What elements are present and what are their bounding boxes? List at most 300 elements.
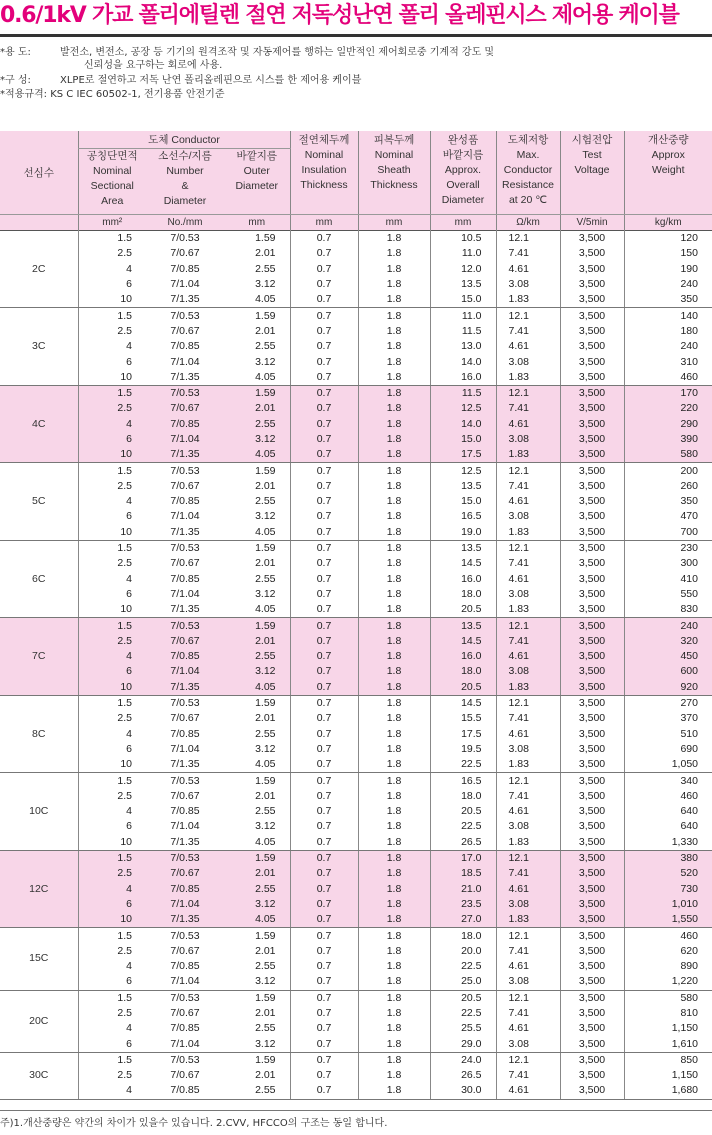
- table-cell: 23.5: [430, 897, 496, 912]
- table-cell: 0.7: [290, 881, 358, 896]
- table-cell: 14.5: [430, 556, 496, 571]
- table-row: [0, 540, 712, 556]
- table-cell: 3,500: [560, 881, 624, 896]
- table-cell: 1,680: [624, 1083, 712, 1099]
- table-cell: 7/1.35: [146, 525, 224, 541]
- table-cell: 7.41: [496, 1006, 560, 1021]
- info-construction: [0, 74, 361, 87]
- table-cell: 7/0.85: [170, 805, 200, 818]
- core-count: 6C: [0, 540, 78, 617]
- table-cell: 3,500: [560, 556, 624, 571]
- table-cell: 12.5: [430, 463, 496, 479]
- table-cell: 1.8: [358, 479, 430, 494]
- table-cell: 3.08: [496, 1036, 560, 1052]
- table-row: [0, 587, 712, 602]
- table-cell: 2.5: [78, 789, 146, 804]
- table-cell: 0.7: [290, 944, 358, 959]
- table-cell: 7/1.35: [146, 602, 224, 618]
- table-cell: 340: [624, 773, 712, 789]
- core-count: 7C: [0, 618, 78, 695]
- table-cell: 7/0.67: [170, 1069, 200, 1082]
- table-cell: 1.83: [496, 370, 560, 386]
- table-cell: 0.7: [290, 417, 358, 432]
- table-cell: 0.7: [290, 354, 358, 369]
- table-cell: 7.41: [496, 1068, 560, 1083]
- table-cell: 3,500: [560, 1083, 624, 1099]
- table-cell: 1.59: [224, 850, 290, 866]
- table-cell: 4.61: [496, 494, 560, 509]
- table-cell: 2.5: [78, 1068, 146, 1083]
- table-cell: 460: [624, 928, 712, 944]
- table-row: [0, 1083, 712, 1099]
- table-cell: 10: [78, 447, 146, 463]
- table-cell: 2.55: [255, 340, 276, 353]
- table-cell: 7/0.53: [170, 991, 200, 1004]
- table-cell: 3,500: [560, 602, 624, 618]
- table-cell: 6: [78, 742, 146, 757]
- table-cell: 7/0.85: [170, 960, 200, 973]
- table-cell: 7/1.35: [146, 835, 224, 851]
- table-cell: 1.8: [358, 928, 430, 944]
- table-cell: 14.5: [430, 695, 496, 711]
- table-cell: 1.8: [358, 401, 430, 416]
- table-cell: 14.0: [430, 417, 496, 432]
- table-cell: 390: [624, 432, 712, 447]
- table-cell: 240: [624, 618, 712, 634]
- table-cell: 0.7: [290, 509, 358, 524]
- table-cell: 7.41: [496, 711, 560, 726]
- table-cell: 640: [624, 819, 712, 834]
- table-cell: 2.55: [255, 805, 276, 818]
- table-cell: 1.8: [358, 727, 430, 742]
- table-cell: 0.7: [290, 1052, 358, 1068]
- table-cell: 3,500: [560, 292, 624, 308]
- table-row: [0, 525, 712, 541]
- table-row: [0, 401, 712, 416]
- table-cell: 580: [624, 990, 712, 1006]
- table-cell: 7.41: [496, 556, 560, 571]
- table-cell: 0.7: [290, 1036, 358, 1052]
- table-row: [0, 912, 712, 928]
- table-cell: 0.7: [290, 1006, 358, 1021]
- table-cell: 1.83: [496, 447, 560, 463]
- table-row: [0, 944, 712, 959]
- table-cell: 2.01: [224, 866, 290, 881]
- table-cell: 16.0: [430, 572, 496, 587]
- table-cell: 4: [78, 417, 146, 432]
- table-cell: 7/1.35: [146, 447, 224, 463]
- table-cell: 7.41: [496, 324, 560, 339]
- table-cell: 1.8: [358, 773, 430, 789]
- table-cell: 1.59: [224, 385, 290, 401]
- table-cell: 1.8: [358, 525, 430, 541]
- table-cell: 12.1: [496, 540, 560, 556]
- table-row: [0, 649, 712, 664]
- table-cell: 7/0.85: [146, 417, 224, 432]
- table-cell: 10.5: [430, 231, 496, 247]
- table-cell: 7/1.04: [170, 587, 200, 600]
- table-cell: 1.59: [255, 774, 276, 787]
- table-cell: 7/0.85: [170, 727, 200, 740]
- table-cell: 2.01: [255, 479, 276, 492]
- table-cell: 3.08: [496, 819, 560, 834]
- table-cell: 2.55: [255, 960, 276, 973]
- table-row: [0, 990, 712, 1006]
- table-cell: 1.59: [255, 309, 276, 322]
- table-cell: 380: [624, 850, 712, 866]
- table-cell: 3,500: [560, 509, 624, 524]
- table-cell: 3,500: [560, 959, 624, 974]
- table-cell: 470: [624, 509, 712, 524]
- unit-cell: [0, 215, 78, 231]
- table-cell: 3,500: [560, 246, 624, 261]
- table-cell: 0.7: [290, 634, 358, 649]
- table-cell: 4.05: [224, 912, 290, 928]
- table-cell: 350: [624, 292, 712, 308]
- table-cell: 1.8: [358, 944, 430, 959]
- table-cell: 7/1.35: [146, 292, 224, 308]
- table-cell: 700: [624, 525, 712, 541]
- table-cell: 0.7: [290, 664, 358, 679]
- table-cell: 1.8: [358, 231, 430, 247]
- table-cell: 0.7: [290, 974, 358, 990]
- table-cell: 6: [78, 354, 146, 369]
- table-cell: 12.1: [496, 463, 560, 479]
- table-cell: 7/1.04: [170, 820, 200, 833]
- table-cell: 1,150: [624, 1021, 712, 1036]
- table-cell: 4.61: [496, 649, 560, 664]
- table-cell: 7/0.67: [146, 866, 224, 881]
- table-cell: 1.8: [358, 680, 430, 696]
- table-cell: 7/0.53: [170, 929, 200, 942]
- table-cell: 18.0: [430, 928, 496, 944]
- table-cell: 12.0: [430, 262, 496, 277]
- table-cell: 3,500: [560, 401, 624, 416]
- table-cell: 0.7: [290, 727, 358, 742]
- header-resistance: 도체저항 Max. Conductor Resistance at 20 ℃: [496, 131, 560, 215]
- table-cell: 2.5: [78, 479, 146, 494]
- table-cell: 3,500: [560, 990, 624, 1006]
- table-cell: 3,500: [560, 587, 624, 602]
- table-cell: 3,500: [560, 572, 624, 587]
- table-row: [0, 664, 712, 679]
- table-cell: 1.5: [78, 463, 146, 479]
- table-cell: 10: [78, 757, 146, 773]
- table-cell: 1.59: [255, 697, 276, 710]
- table-row: [0, 634, 712, 649]
- table-cell: 1.5: [78, 990, 146, 1006]
- table-cell: 1.8: [358, 370, 430, 386]
- table-cell: 1,010: [624, 897, 712, 912]
- table-cell: 1.59: [255, 232, 276, 245]
- table-cell: 1.8: [358, 634, 430, 649]
- table-cell: 24.0: [430, 1052, 496, 1068]
- table-cell: 2.5: [78, 944, 146, 959]
- table-cell: 4: [78, 1021, 146, 1036]
- table-cell: 1.8: [358, 292, 430, 308]
- info-label: *용 도:: [0, 47, 31, 58]
- table-cell: 3,500: [560, 308, 624, 324]
- table-cell: 4.05: [224, 292, 290, 308]
- table-cell: 4: [78, 881, 146, 896]
- table-cell: 0.7: [290, 556, 358, 571]
- table-cell: 11.5: [430, 385, 496, 401]
- table-cell: 10: [78, 912, 146, 928]
- table-row: [0, 881, 712, 896]
- table-cell: 13.5: [430, 618, 496, 634]
- table-cell: 3.08: [496, 587, 560, 602]
- table-cell: 240: [624, 339, 712, 354]
- table-cell: 230: [624, 540, 712, 556]
- table-cell: 1.8: [358, 246, 430, 261]
- table-cell: 2.5: [78, 711, 146, 726]
- table-cell: 2.01: [255, 944, 276, 957]
- table-cell: 1,330: [624, 835, 712, 851]
- table-cell: 12.1: [496, 385, 560, 401]
- table-row: [0, 680, 712, 696]
- table-cell: 1.8: [358, 881, 430, 896]
- table-cell: 7/0.53: [170, 774, 200, 787]
- table-cell: 7.41: [496, 866, 560, 881]
- table-cell: 1.8: [358, 1052, 430, 1068]
- table-cell: 4.05: [224, 680, 290, 696]
- table-cell: 7/0.85: [170, 262, 200, 275]
- table-cell: 2.5: [78, 324, 146, 339]
- table-cell: 11.0: [430, 246, 496, 261]
- table-row: [0, 757, 712, 773]
- table-cell: 14.0: [430, 354, 496, 369]
- table-cell: 18.0: [430, 587, 496, 602]
- table-cell: 1.8: [358, 308, 430, 324]
- table-cell: 1.5: [78, 231, 146, 247]
- table-cell: 3,500: [560, 339, 624, 354]
- table-cell: 7/0.53: [146, 618, 224, 634]
- table-cell: 0.7: [290, 742, 358, 757]
- header-overall-diameter: 완성품 바깥지름 Approx. Overall Diameter: [430, 131, 496, 215]
- table-cell: 310: [624, 354, 712, 369]
- table-row: [0, 789, 712, 804]
- table-cell: 10: [78, 525, 146, 541]
- table-cell: 450: [624, 649, 712, 664]
- table-cell: 3,500: [560, 850, 624, 866]
- table-cell: 7/0.67: [170, 789, 200, 802]
- table-cell: 2.55: [224, 881, 290, 896]
- title-rule: [0, 34, 712, 37]
- table-cell: 600: [624, 664, 712, 679]
- table-cell: 3.12: [224, 897, 290, 912]
- table-cell: 7/1.35: [146, 757, 224, 773]
- table-cell: 0.7: [290, 324, 358, 339]
- table-cell: 580: [624, 447, 712, 463]
- table-cell: 7.41: [496, 479, 560, 494]
- table-cell: 2.55: [224, 1083, 290, 1099]
- table-row: [0, 509, 712, 524]
- table-cell: 240: [624, 277, 712, 292]
- table-row: [0, 928, 712, 944]
- table-cell: 1.5: [78, 695, 146, 711]
- table-cell: 220: [624, 401, 712, 416]
- table-cell: 190: [624, 262, 712, 277]
- core-count: 12C: [0, 850, 78, 927]
- table-cell: 3,500: [560, 727, 624, 742]
- table-cell: 3,500: [560, 804, 624, 819]
- table-cell: 20.0: [430, 944, 496, 959]
- table-cell: 1.8: [358, 990, 430, 1006]
- table-cell: 7/0.67: [170, 479, 200, 492]
- table-cell: 1.8: [358, 835, 430, 851]
- table-cell: 170: [624, 385, 712, 401]
- table-row: [0, 463, 712, 479]
- table-row: [0, 479, 712, 494]
- table-cell: 1,150: [624, 1068, 712, 1083]
- table-cell: 2.01: [255, 247, 276, 260]
- table-cell: 0.7: [290, 401, 358, 416]
- table-cell: 120: [624, 231, 712, 247]
- table-row: [0, 1068, 712, 1083]
- table-row: [0, 432, 712, 447]
- table-cell: 2.01: [255, 1069, 276, 1082]
- table-cell: 1.83: [496, 912, 560, 928]
- table-cell: 20.5: [430, 804, 496, 819]
- table-cell: 3.12: [255, 742, 276, 755]
- table-cell: 1.5: [78, 773, 146, 789]
- table-cell: 1.8: [358, 866, 430, 881]
- table-cell: 3,500: [560, 1068, 624, 1083]
- table-cell: 2.01: [255, 1006, 276, 1019]
- table-cell: 7.41: [496, 634, 560, 649]
- core-count: 30C: [0, 1052, 78, 1099]
- table-cell: 1.8: [358, 385, 430, 401]
- table-row: [0, 727, 712, 742]
- table-cell: 1.8: [358, 339, 430, 354]
- table-cell: 0.7: [290, 540, 358, 556]
- table-cell: 0.7: [290, 773, 358, 789]
- table-cell: 2.5: [78, 1006, 146, 1021]
- footnote: 주)1.개산중량은 약간의 차이가 있을수 있습니다. 2.CVV, HFCCO의 구조는 동일 합니다.: [0, 1118, 388, 1129]
- table-cell: 13.5: [430, 540, 496, 556]
- table-cell: 7/0.53: [146, 385, 224, 401]
- table-cell: 3,500: [560, 742, 624, 757]
- table-cell: 20.5: [430, 680, 496, 696]
- table-row: [0, 308, 712, 324]
- table-cell: 3,500: [560, 664, 624, 679]
- table-cell: 4: [78, 804, 146, 819]
- info-text: KS C IEC 60502-1, 전기용품 안전기준: [50, 89, 225, 100]
- table-cell: 12.1: [496, 928, 560, 944]
- table-cell: 3,500: [560, 928, 624, 944]
- table-cell: 850: [624, 1052, 712, 1068]
- table-cell: 830: [624, 602, 712, 618]
- table-cell: 3,500: [560, 494, 624, 509]
- table-cell: 0.7: [290, 649, 358, 664]
- unit-cell: Ω/km: [496, 215, 560, 231]
- table-cell: 1.8: [358, 509, 430, 524]
- table-cell: 1.59: [255, 464, 276, 477]
- table-cell: 1.8: [358, 463, 430, 479]
- table-cell: 4: [78, 572, 146, 587]
- table-row: [0, 602, 712, 618]
- table-cell: 350: [624, 494, 712, 509]
- table-cell: 7/0.53: [170, 309, 200, 322]
- table-row: [0, 339, 712, 354]
- table-cell: 3,500: [560, 974, 624, 990]
- table-cell: 3,500: [560, 417, 624, 432]
- header-cores: 선심수: [0, 131, 78, 215]
- table-cell: 1.8: [358, 262, 430, 277]
- table-cell: 7/0.53: [170, 1053, 200, 1066]
- table-cell: 3.12: [255, 510, 276, 523]
- table-cell: 3,500: [560, 789, 624, 804]
- table-cell: 0.7: [290, 246, 358, 261]
- table-cell: 2.5: [78, 246, 146, 261]
- table-cell: 920: [624, 680, 712, 696]
- info-text: 신뢰성을 요구하는 회로에 사용.: [84, 60, 223, 71]
- table-row: [0, 277, 712, 292]
- table-cell: 3.08: [496, 664, 560, 679]
- table-cell: 12.1: [496, 773, 560, 789]
- table-cell: 6: [78, 664, 146, 679]
- table-cell: 20.5: [430, 602, 496, 618]
- table-cell: 2.01: [255, 712, 276, 725]
- table-row: [0, 246, 712, 261]
- table-cell: 17.5: [430, 447, 496, 463]
- core-count: 3C: [0, 308, 78, 385]
- table-cell: 3.12: [224, 432, 290, 447]
- table-cell: 7/0.85: [170, 1022, 200, 1035]
- table-cell: 0.7: [290, 1083, 358, 1099]
- table-row: [0, 370, 712, 386]
- table-cell: 1.83: [496, 757, 560, 773]
- table-cell: 1.5: [78, 308, 146, 324]
- table-cell: 19.5: [430, 742, 496, 757]
- table-cell: 1.8: [358, 602, 430, 618]
- table-cell: 15.0: [430, 432, 496, 447]
- table-row: [0, 354, 712, 369]
- table-row: [0, 835, 712, 851]
- table-cell: 2.55: [224, 417, 290, 432]
- table-cell: 17.5: [430, 727, 496, 742]
- table-cell: 4: [78, 339, 146, 354]
- table-cell: 7/0.85: [146, 1083, 224, 1099]
- table-row: [0, 819, 712, 834]
- table-row: [0, 742, 712, 757]
- table-cell: 3,500: [560, 370, 624, 386]
- header-number: 소선수/지름 Number & Diameter: [146, 149, 224, 215]
- table-row: [0, 866, 712, 881]
- table-cell: 7/1.35: [146, 680, 224, 696]
- table-cell: 3,500: [560, 618, 624, 634]
- table-cell: 0.7: [290, 819, 358, 834]
- table-cell: 0.7: [290, 789, 358, 804]
- table-cell: 1,220: [624, 974, 712, 990]
- table-cell: 25.0: [430, 974, 496, 990]
- table-row: [0, 292, 712, 308]
- table-row: [0, 231, 712, 247]
- table-cell: 29.0: [430, 1036, 496, 1052]
- table-cell: 7/0.53: [146, 850, 224, 866]
- table-cell: 260: [624, 479, 712, 494]
- table-cell: 22.5: [430, 819, 496, 834]
- table-cell: 7/0.53: [170, 542, 200, 555]
- table-cell: 0.7: [290, 1021, 358, 1036]
- table-cell: 1.5: [78, 385, 146, 401]
- table-cell: 26.5: [430, 835, 496, 851]
- table-cell: 3,500: [560, 649, 624, 664]
- table-cell: 1.8: [358, 850, 430, 866]
- table-cell: 0.7: [290, 835, 358, 851]
- table-cell: 140: [624, 308, 712, 324]
- table-cell: 2.55: [224, 649, 290, 664]
